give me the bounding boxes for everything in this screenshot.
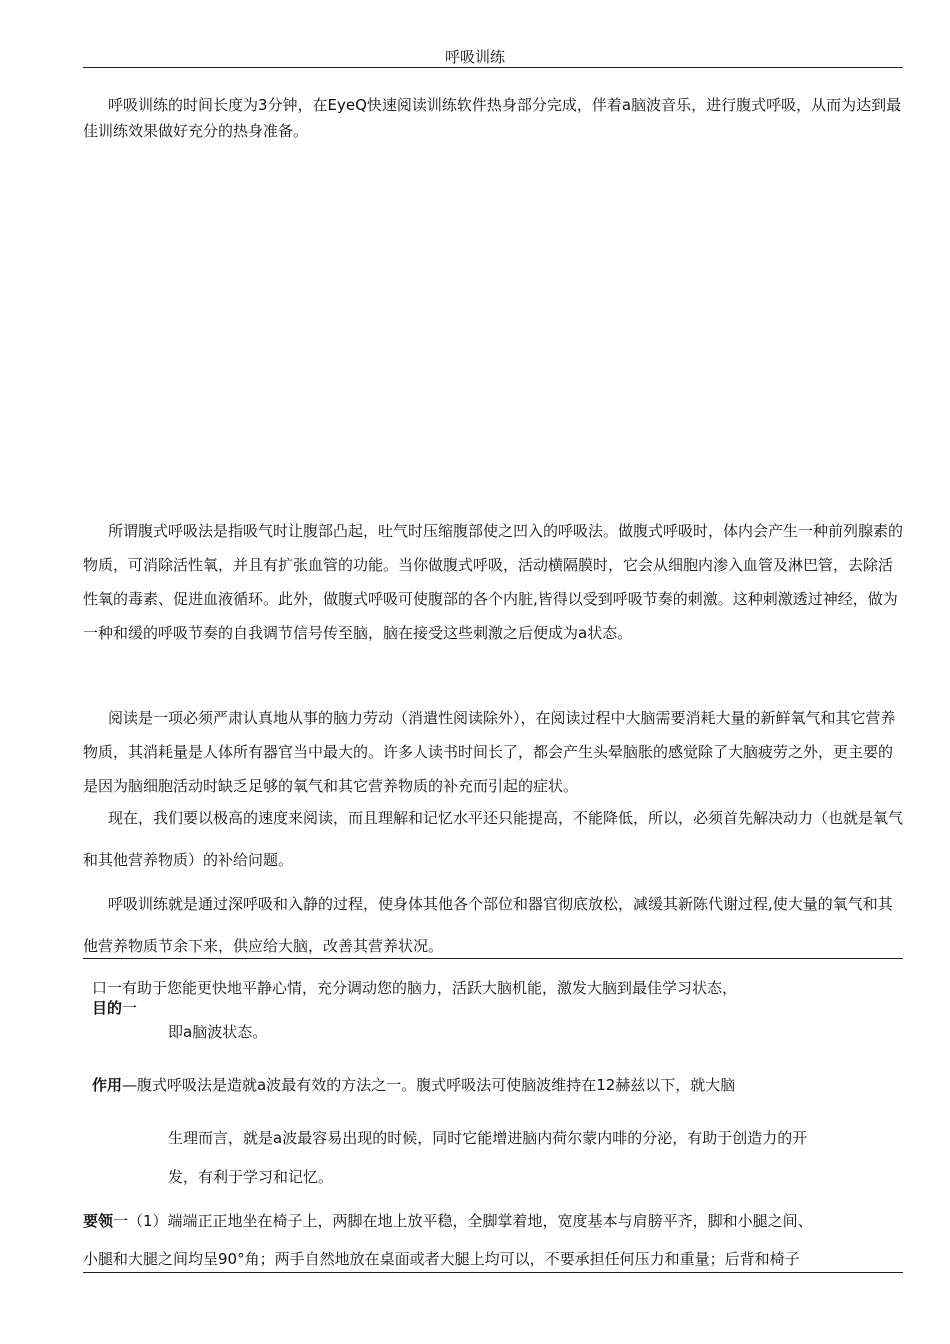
body-paragraph-1: 所谓腹式呼吸法是指吸气时让腹部凸起，吐气时压缩腹部使之凹入的呼吸法。做腹式呼吸时，体内会产生一种前列腺素的物质，可消除活性氧，并且有扩张血管的功能。当你做腹式呼吸，活动横隔膜时，它会从细胞内渗入血管及淋巴管，去除活性氧的毒素、促进血液循环。此外，做腹式呼吸可使腹部的各个内脏,皆得以受到呼吸节奏的刺激。这种刺激透过神经，做为一种和缓的呼吸节奏的自我调节信号传至脑，脑在接受这些刺激之后便成为a状态。 — [83, 522, 904, 642]
purpose-dash: 一 — [122, 999, 138, 1017]
essentials-heading — [83, 1210, 813, 1231]
essentials-line-1: 一（1）端端正正地坐在椅子上，两脚在地上放平稳，全脚掌着地，宽度基本与肩膀平齐，脚和小腿之间、 — [113, 1212, 813, 1230]
footer-rule — [83, 1272, 903, 1273]
body-paragraph-2: 阅读是一项必须严肃认真地从事的脑力劳动（消遣性阅读除外），在阅读过程中大脑需要消耗大量的新鲜氧气和其它营养物质，其消耗量是人体所有器官当中最大的。许多人读书时间长了，都会产生头晕脑胀的感觉除了大脑疲劳之外，更主要的是因为脑细胞活动时缺乏足够的氧气和其它营养物质的补充而引起的症状。 — [83, 709, 896, 795]
purpose-heading — [92, 997, 137, 1018]
effect-label: 作用 — [92, 1076, 123, 1094]
essentials-label: 要领 — [83, 1212, 114, 1230]
effect-line-3: 发，有利于学习和记忆。 — [168, 1168, 334, 1186]
purpose-line-2: 即a脑波状态。 — [168, 1023, 268, 1041]
intro-paragraph: 呼吸训练的时间长度为3分钟，在EyeQ快速阅读训练软件热身部分完成，伴着a脑波音乐，进行腹式呼吸，从而为达到最佳训练效果做好充分的热身准备。 — [83, 96, 902, 140]
essentials-line-2: 小腿和大腿之间均呈90°角；两手自然地放在桌面或者大腿上均可以，不要承担任何压力和重量；后背和椅子 — [83, 1250, 800, 1268]
section-rule — [83, 958, 903, 959]
header-title: 呼吸训练 — [444, 48, 505, 66]
purpose-label: 目的 — [92, 999, 123, 1017]
body-paragraph-4: 呼吸训练就是通过深呼吸和入静的过程，使身体其他各个部位和器官彻底放松，减缓其新陈代谢过程,使大量的氧气和其他营养物质节余下来，供应给大脑，改善其营养状况。 — [83, 895, 893, 955]
effect-line-2: 生理而言，就是a波最容易出现的时候，同时它能增进脑内荷尔蒙内啡的分泌，有助于创造力的开 — [168, 1129, 808, 1147]
body-paragraph-3: 现在，我们要以极高的速度来阅读，而且理解和记忆水平还只能提高，不能降低，所以，必须首先解决动力（也就是氧气和其他营养物质）的补给问题。 — [83, 809, 904, 869]
effect-line-1: —腹式呼吸法是造就a波最有效的方法之一。腹式呼吸法可使脑波维持在12赫兹以下，就大脑 — [122, 1076, 736, 1094]
header-rule — [83, 67, 903, 68]
effect-heading — [92, 1074, 735, 1095]
purpose-line-1: 口一有助于您能更快地平静心情，充分调动您的脑力，活跃大脑机能，激发大脑到最佳学习状态， — [92, 979, 738, 997]
